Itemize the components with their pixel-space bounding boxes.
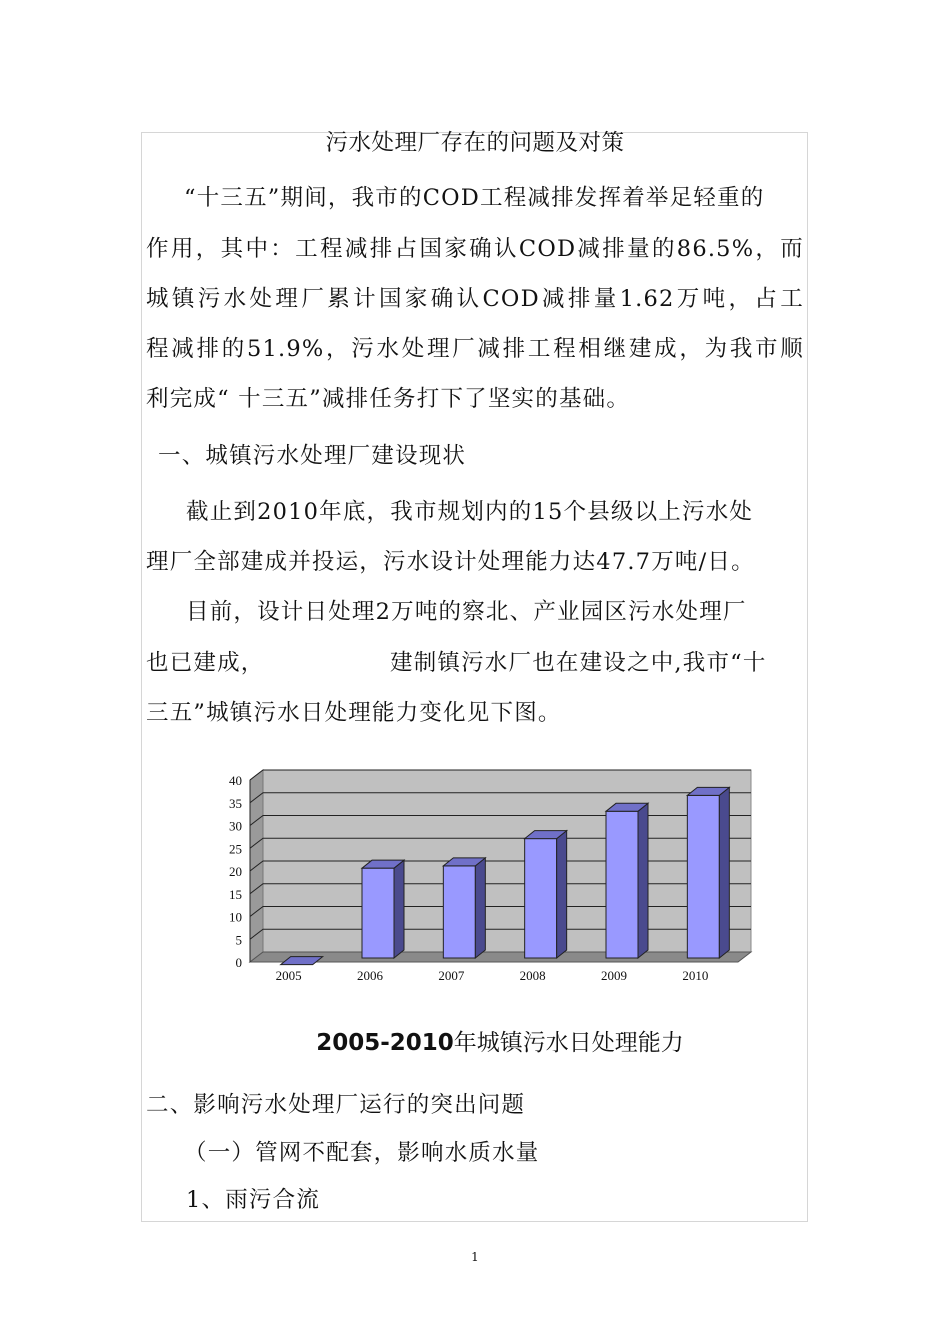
bar-side: [475, 858, 485, 958]
intro-line-4: 程减排的51.9%，污水处理厂减排工程相继建成，为我市顺: [146, 336, 804, 362]
y-tick-label: 35: [229, 795, 242, 811]
y-tick-label: 25: [229, 841, 242, 857]
bar-chart-svg: [210, 762, 770, 994]
section1-heading: 一、城镇污水处理厂建设现状: [158, 443, 467, 469]
bar-chart: [210, 762, 770, 994]
chart-caption-years: 2005-2010: [316, 1030, 454, 1056]
page-number: 1: [471, 1250, 479, 1264]
x-tick-label: 2009: [601, 968, 627, 983]
bar-front: [606, 811, 638, 958]
section1-p2-line1: 目前，设计日处理2万吨的察北、产业园区污水处理厂: [186, 599, 747, 625]
y-tick-label: 20: [229, 864, 242, 879]
y-tick-label: 5: [235, 932, 242, 948]
bar-side: [557, 831, 567, 958]
plot-floor: [250, 952, 751, 962]
section1-p1-line1: 截止到2010年底，我市规划内的15个县级以上污水处: [186, 499, 754, 525]
section2-sub1: （一）管网不配套，影响水质水量: [184, 1140, 540, 1166]
bar-front: [525, 839, 557, 958]
x-tick-label: 2010: [682, 968, 709, 983]
section1-p2-line2b: 建制镇污水厂也在建设之中,我市“十: [390, 650, 767, 676]
y-tick-label: 30: [229, 818, 242, 834]
bar-front: [687, 795, 719, 958]
section1-p2-line3: 三五”城镇污水日处理能力变化见下图。: [146, 700, 562, 726]
intro-line-2: 作用，其中：工程减排占国家确认COD减排量的86.5%，而: [146, 236, 804, 262]
y-tick-label: 15: [229, 886, 242, 902]
y-tick-label: 0: [235, 955, 242, 970]
x-tick-label: 2006: [357, 968, 383, 983]
y-tick-label: 10: [229, 909, 242, 925]
bar-front: [362, 868, 394, 958]
document-title: 污水处理厂存在的问题及对策: [325, 130, 625, 156]
section1-p1-line2: 理厂全部建成并投运，污水设计处理能力达47.7万吨/日。: [146, 549, 755, 575]
bar-side: [394, 860, 404, 958]
x-tick-label: 2008: [519, 968, 546, 983]
section2-heading: 二、影响污水处理厂运行的突出问题: [146, 1092, 526, 1118]
chart-caption-text: 年城镇污水日处理能力: [453, 1030, 684, 1056]
x-tick-label: 2007: [438, 968, 465, 983]
bar-front: [443, 866, 475, 958]
intro-line-5: 利完成“ 十三五”减排任务打下了坚实的基础。: [146, 386, 631, 412]
bar-side: [638, 803, 648, 958]
chart-caption: [0, 1028, 950, 1058]
y-tick-label: 40: [229, 773, 242, 788]
intro-line-3: 城镇污水处理厂累计国家确认COD减排量1.62万吨，占工: [146, 286, 804, 312]
bar-side: [719, 787, 729, 958]
intro-line-1: “十三五”期间，我市的COD工程减排发挥着举足轻重的: [184, 185, 765, 211]
x-tick-label: 2005: [275, 968, 302, 983]
section1-p2-line2a: 也已建成，: [146, 650, 265, 676]
section2-item1: 1、雨污合流: [186, 1187, 321, 1213]
